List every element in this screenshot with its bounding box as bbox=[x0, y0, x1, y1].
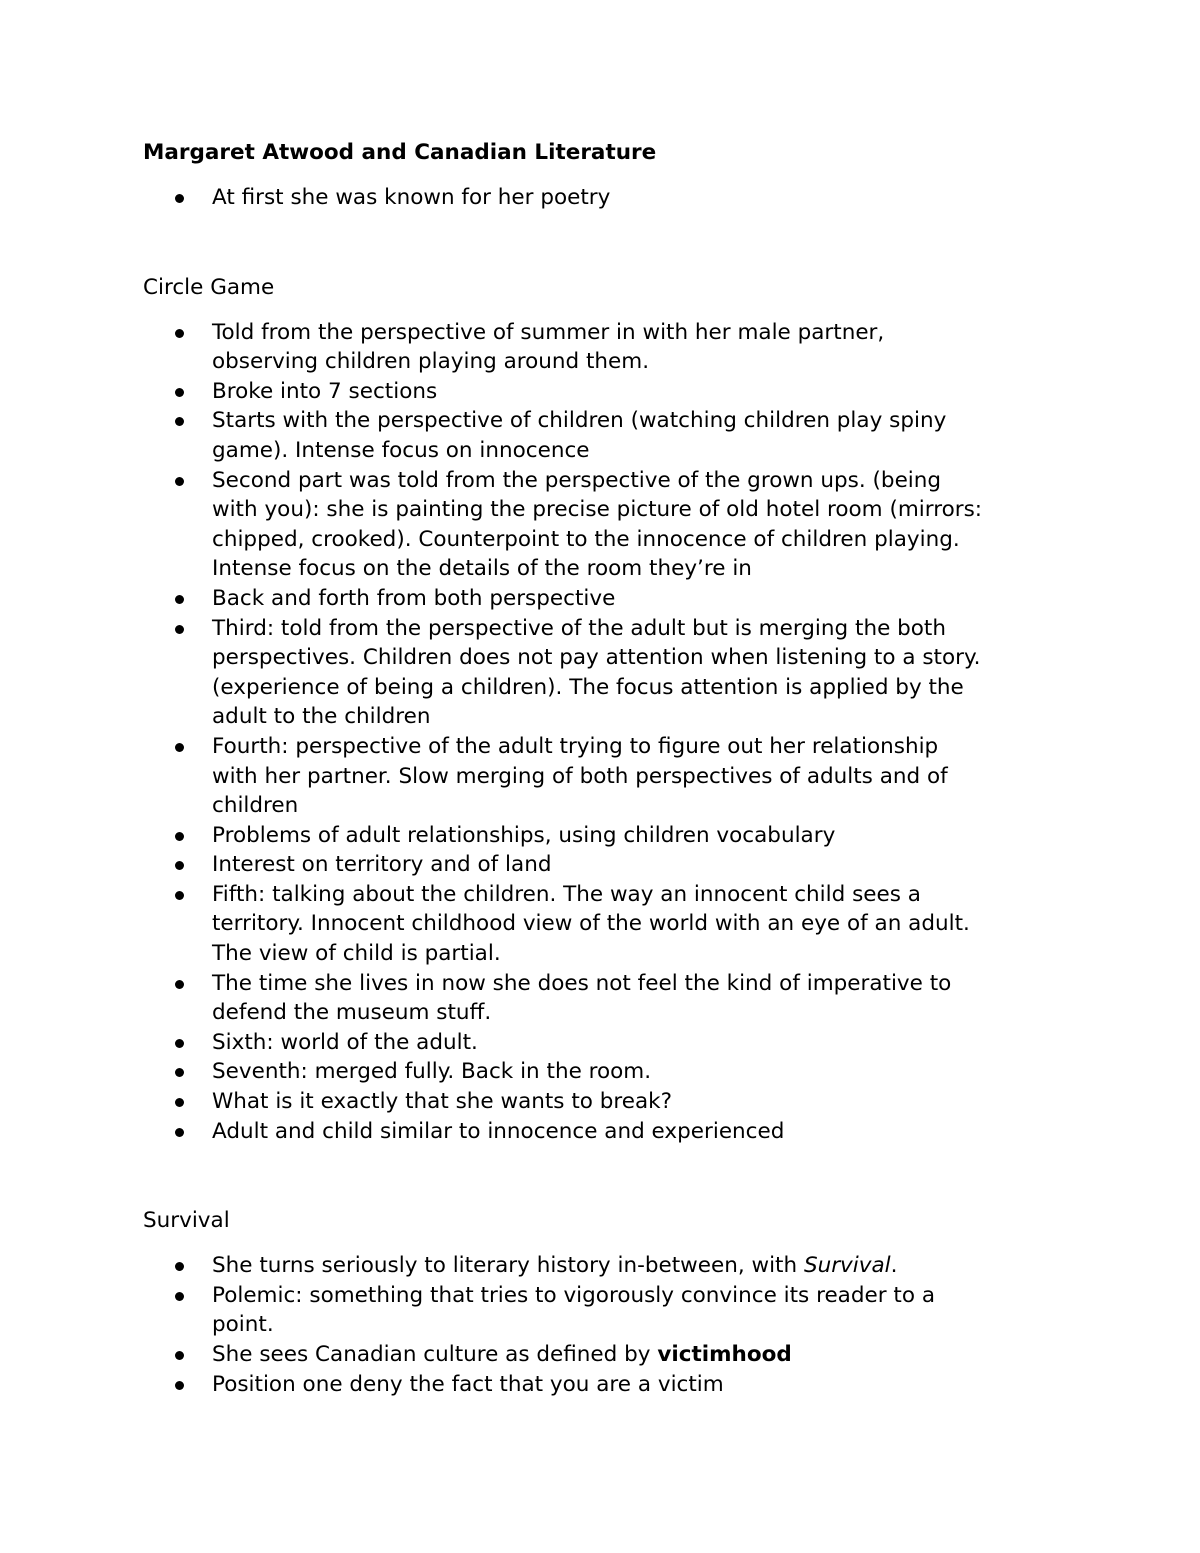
list-item-line: Adult and child similar to innocence and experienced bbox=[212, 1118, 785, 1144]
bullet-dot-icon bbox=[175, 980, 184, 989]
list-item bbox=[143, 1251, 1073, 1281]
bullet-dot-icon bbox=[175, 1128, 184, 1137]
bullet-dot-icon bbox=[175, 1351, 184, 1360]
list-item bbox=[143, 880, 1073, 969]
document-page bbox=[143, 138, 1073, 1399]
bullet-dot-icon bbox=[175, 194, 184, 203]
list-item bbox=[143, 183, 1073, 213]
list-item bbox=[143, 732, 1073, 821]
list-item bbox=[143, 1087, 1073, 1117]
list-item-line: Second part was told from the perspective of the grown ups. (being bbox=[212, 467, 942, 493]
bullet-dot-icon bbox=[175, 417, 184, 426]
list-item bbox=[143, 969, 1073, 1028]
list-item-line: children bbox=[212, 793, 299, 819]
list-item bbox=[143, 1117, 1073, 1147]
bullet-dot-icon bbox=[175, 625, 184, 634]
list-item-line: point. bbox=[212, 1312, 274, 1338]
list-item-line: Fourth: perspective of the adult trying to figure out her relationship bbox=[212, 733, 939, 759]
section-heading-survival: Survival bbox=[143, 1208, 230, 1234]
bullet-dot-icon bbox=[175, 1098, 184, 1107]
list-item-line: with you): she is painting the precise picture of old hotel room (mirrors: bbox=[212, 497, 983, 523]
bullet-dot-icon bbox=[175, 1039, 184, 1048]
list-item bbox=[143, 614, 1073, 732]
list-item bbox=[143, 406, 1073, 465]
emphasized-title: Survival bbox=[803, 1253, 891, 1279]
list-item bbox=[143, 1057, 1073, 1087]
list-item-line: Sixth: world of the adult. bbox=[212, 1029, 478, 1055]
bullet-dot-icon bbox=[175, 1292, 184, 1301]
list-item-text: She sees Canadian culture as defined by bbox=[212, 1342, 658, 1367]
document-title: Margaret Atwood and Canadian Literature bbox=[143, 140, 657, 165]
list-item-line: Intense focus on the details of the room they’re in bbox=[212, 556, 752, 582]
bold-term: victimhood bbox=[657, 1342, 792, 1367]
list-item bbox=[143, 821, 1073, 851]
spacer bbox=[143, 168, 1073, 183]
spacer bbox=[143, 213, 1073, 273]
list-item-line: The time she lives in now she does not feel the kind of imperative to bbox=[212, 970, 952, 996]
bullet-dot-icon bbox=[175, 861, 184, 870]
list-item bbox=[143, 318, 1073, 377]
circle-game-bullet-list bbox=[143, 318, 1073, 1147]
list-item-line: Fifth: talking about the children. The way an innocent child sees a bbox=[212, 881, 921, 907]
list-item-line: (experience of being a children). The focus attention is applied by the bbox=[212, 674, 964, 700]
bullet-dot-icon bbox=[175, 1262, 184, 1271]
list-item-line: Broke into 7 sections bbox=[212, 378, 438, 404]
list-item-text: She turns seriously to literary history in-between, with bbox=[212, 1253, 804, 1279]
list-item-line: The view of child is partial. bbox=[212, 941, 501, 967]
list-item bbox=[143, 1281, 1073, 1340]
list-item-line: Position one deny the fact that you are a victim bbox=[212, 1371, 724, 1397]
list-item-line: adult to the children bbox=[212, 704, 431, 730]
list-item bbox=[143, 1370, 1073, 1400]
list-item-line: Back and forth from both perspective bbox=[212, 585, 616, 611]
spacer bbox=[143, 303, 1073, 318]
list-item-line: game). Intense focus on innocence bbox=[212, 437, 590, 463]
list-item bbox=[143, 466, 1073, 584]
bullet-dot-icon bbox=[175, 329, 184, 338]
list-item-line: Seventh: merged fully. Back in the room. bbox=[212, 1059, 652, 1085]
list-item-line: Problems of adult relationships, using children vocabulary bbox=[212, 822, 836, 848]
intro-bullet-list bbox=[143, 183, 1073, 213]
bullet-dot-icon bbox=[175, 743, 184, 752]
bullet-dot-icon bbox=[175, 1068, 184, 1077]
list-item-line: Interest on territory and of land bbox=[212, 852, 552, 878]
bullet-dot-icon bbox=[175, 477, 184, 486]
list-item-line: What is it exactly that she wants to break? bbox=[212, 1089, 673, 1115]
bullet-dot-icon bbox=[175, 388, 184, 397]
list-item-line: observing children playing around them. bbox=[212, 349, 650, 375]
list-item-line: Starts with the perspective of children (watching children play spiny bbox=[212, 408, 947, 434]
list-item bbox=[143, 1028, 1073, 1058]
list-item-line: with her partner. Slow merging of both perspectives of adults and of bbox=[212, 763, 948, 789]
list-item-text: . bbox=[890, 1253, 898, 1279]
list-item-line: Told from the perspective of summer in with her male partner, bbox=[212, 319, 885, 345]
list-item-line: territory. Innocent childhood view of the world with an eye of an adult. bbox=[212, 911, 970, 937]
list-item bbox=[143, 584, 1073, 614]
bullet-dot-icon bbox=[175, 1381, 184, 1390]
bullet-dot-icon bbox=[175, 891, 184, 900]
list-item bbox=[143, 1340, 1073, 1370]
bullet-dot-icon bbox=[175, 832, 184, 841]
list-item-line bbox=[212, 1340, 1073, 1370]
list-item-line bbox=[212, 1251, 1073, 1281]
section-heading-circle-game: Circle Game bbox=[143, 274, 275, 300]
spacer bbox=[143, 1146, 1073, 1206]
list-item-line: chipped, crooked). Counterpoint to the innocence of children playing. bbox=[212, 526, 960, 552]
list-item-line: defend the museum stuff. bbox=[212, 1000, 492, 1026]
list-item-line: Third: told from the perspective of the adult but is merging the both bbox=[212, 615, 946, 641]
list-item-line: At first she was known for her poetry bbox=[212, 185, 611, 210]
list-item-line: Polemic: something that tries to vigorously convince its reader to a bbox=[212, 1282, 935, 1308]
survival-bullet-list bbox=[143, 1251, 1073, 1399]
list-item bbox=[143, 850, 1073, 880]
list-item-line: perspectives. Children does not pay attention when listening to a story. bbox=[212, 645, 981, 671]
list-item bbox=[143, 377, 1073, 407]
spacer bbox=[143, 1236, 1073, 1251]
bullet-dot-icon bbox=[175, 595, 184, 604]
